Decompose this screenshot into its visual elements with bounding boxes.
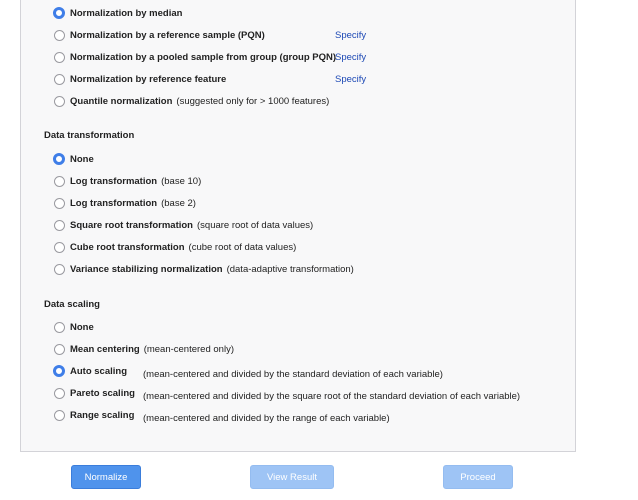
radio-trans-vsn[interactable] [54,261,354,277]
radio-trans-log10[interactable] [54,173,201,189]
options-panel [20,0,576,452]
option-desc: (square root of data values) [197,219,314,231]
radio-icon[interactable] [54,220,65,231]
radio-icon[interactable] [54,96,65,107]
option-label: Cube root transformation [70,241,185,253]
option-desc-pareto: (mean-centered and divided by the square root of the standard deviation of each variable) [143,391,521,402]
radio-scale-pareto[interactable] [54,385,135,401]
radio-checked-icon[interactable] [53,365,65,377]
option-label: Log transformation [70,175,158,187]
radio-icon[interactable] [54,264,65,275]
option-label: None [70,153,94,165]
radio-icon[interactable] [54,388,65,399]
radio-checked-icon[interactable] [53,153,65,165]
radio-norm-pqn[interactable] [54,27,265,43]
radio-scale-mean[interactable] [54,341,234,357]
section-title-scaling: Data scaling [44,299,100,310]
option-desc: (cube root of data values) [188,241,297,253]
option-label: Normalization by a reference sample (PQN) [70,29,265,41]
radio-trans-sqrt[interactable] [54,217,313,233]
option-label: None [70,321,94,333]
option-desc: (base 10) [161,175,202,187]
option-label: Pareto scaling [70,387,135,399]
option-desc-range: (mean-centered and divided by the range of each variable) [143,413,390,424]
option-label: Normalization by reference feature [70,73,227,85]
radio-norm-quantile[interactable] [54,93,329,109]
option-desc: (suggested only for > 1000 features) [176,95,330,107]
specify-link-group-pqn[interactable]: Specify [335,52,367,63]
radio-checked-icon[interactable] [53,7,65,19]
radio-trans-cube[interactable] [54,239,296,255]
radio-icon[interactable] [54,242,65,253]
specify-link-pqn[interactable]: Specify [335,30,367,41]
option-label: Quantile normalization [70,95,173,107]
view-result-button[interactable]: View Result [250,465,334,489]
option-label: Log transformation [70,197,158,209]
radio-scale-range[interactable] [54,407,134,423]
option-label: Square root transformation [70,219,193,231]
radio-icon[interactable] [54,198,65,209]
radio-trans-none[interactable] [54,151,94,167]
option-label: Range scaling [70,409,135,421]
radio-scale-none[interactable] [54,319,94,335]
radio-icon[interactable] [54,30,65,41]
radio-norm-median[interactable] [54,5,182,21]
radio-scale-auto[interactable] [54,363,127,379]
option-label: Auto scaling [70,365,128,377]
option-label: Normalization by a pooled sample from group (group PQN) [70,51,337,63]
option-desc: (mean-centered only) [143,343,234,355]
radio-norm-ref-feature[interactable] [54,71,226,87]
option-desc-auto: (mean-centered and divided by the standard deviation of each variable) [143,369,443,380]
radio-norm-group-pqn[interactable] [54,49,336,65]
radio-icon[interactable] [54,176,65,187]
radio-icon[interactable] [54,322,65,333]
option-label: Variance stabilizing normalization [70,263,223,275]
option-desc: (data-adaptive transformation) [226,263,354,275]
radio-icon[interactable] [54,344,65,355]
section-title-transformation: Data transformation [44,130,135,141]
specify-link-ref-feature[interactable]: Specify [335,74,367,85]
radio-trans-log2[interactable] [54,195,196,211]
radio-icon[interactable] [54,74,65,85]
radio-icon[interactable] [54,52,65,63]
option-label: Mean centering [70,343,140,355]
normalize-button[interactable]: Normalize [71,465,141,489]
option-label: Normalization by median [70,7,183,19]
option-desc: (base 2) [161,197,196,209]
proceed-button[interactable]: Proceed [443,465,513,489]
radio-icon[interactable] [54,410,65,421]
